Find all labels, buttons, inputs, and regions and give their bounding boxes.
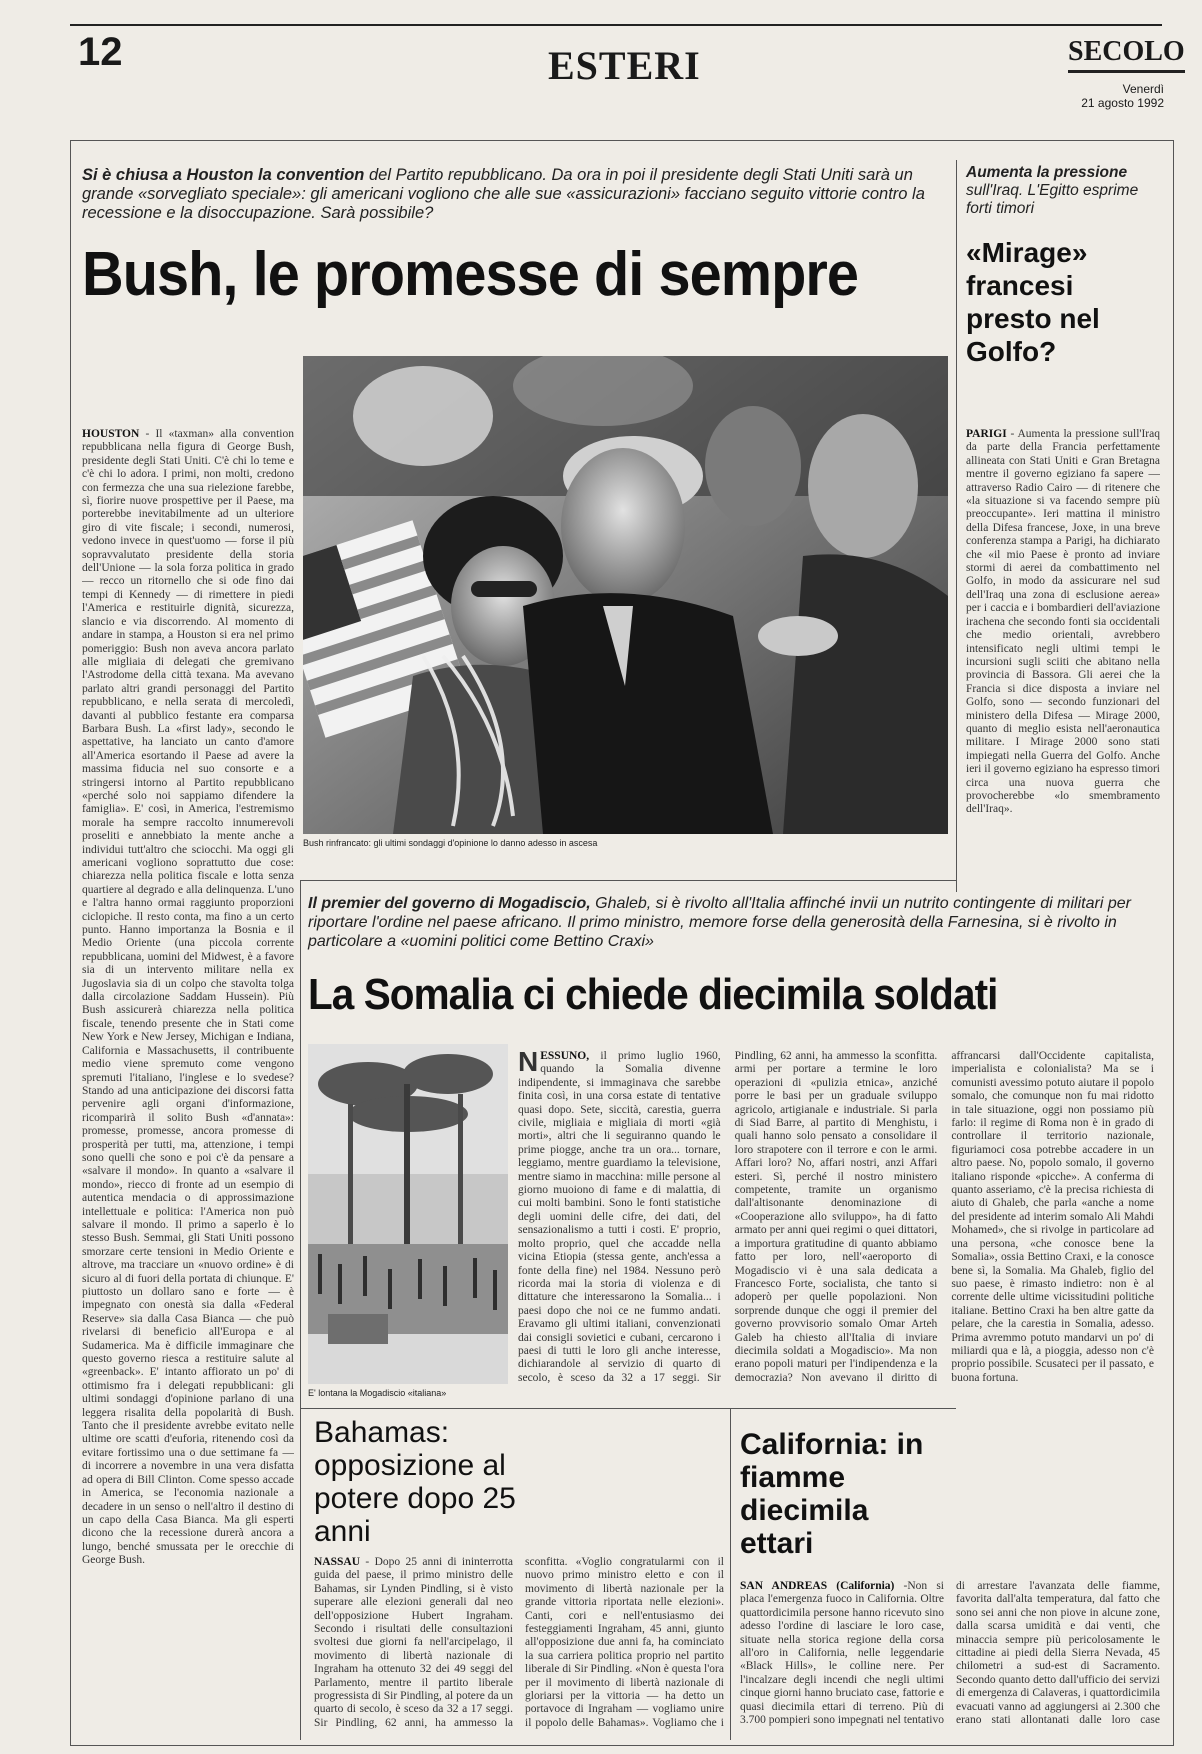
mirage-body-text: - Aumenta la pressione sull'Iraq da parte della Francia perfettamente allineata con Stati Uniti e Gran Bretagna mentre il governo egiziano fa sapere — attraverso Radio Cairo — di ritenere che «la situazione si va facendo sempre più preoccupante». Ieri mattina il ministro della Difesa francese, Joxe, in una breve conferenza stampa a Parigi, ha dichiarato che «il mio Paese è pronto ad inviare stormi di aerei da combattimento nel Golfo, in modo da assicurare nel sud dell'Iraq una zona di esclusione aerea» per i caccia e i bombardieri dell'aviazione irachena che secondo fonti sia occidentali che medio orientali, avrebbero intensificato negli ultimi tempi le incursioni sugli sciiti che abitano nella provincia di Bassora. Gli aerei che la Francia si dice disposta a inviare nel Golfo, sono — secondo funzionari del ministero della Difesa — Mirage 2000, quanto di meglio esista nell'aeronautica militare. I Mirage 2000 sono stati impiegati nella Guerra del Golfo. Anche ieri il governo egiziano ha espresso timori circa una nuova guerra che provocherebbe «lo smembramento dell'Iraq». (966, 428, 1160, 816)
issue-date (1060, 82, 1164, 110)
somalia-photo-caption: E' lontana la Mogadiscio «italiana» (308, 1388, 447, 1398)
somalia-photo (308, 1044, 508, 1384)
bahamas-article-body (314, 1556, 724, 1736)
somalia-article-body (518, 1050, 1154, 1396)
somalia-kicker-lead: Il premier del governo di Mogadiscio, (308, 895, 591, 912)
california-headline: California: in fiamme diecimila ettari (740, 1428, 924, 1560)
mirage-kicker (966, 164, 1156, 218)
page-number: 12 (78, 30, 123, 74)
mirage-article-body (966, 428, 1160, 826)
bush-kicker (82, 166, 942, 223)
somalia-headline: La Somalia ci chiede diecimila soldati (308, 970, 998, 1019)
mirage-kicker-rest: sull'Iraq. L'Egitto esprime forti timori (966, 182, 1139, 217)
bush-headline: Bush, le promesse di sempre (82, 240, 859, 309)
somalia-drop-cap: N (518, 1050, 539, 1077)
somalia-kicker-rest: Ghaleb, si è rivolto all'Italia affinché invii un nutrito contingente di militari per riportare l'ordine nel paese africano. Il primo ministro, memore forse della generosità della Farnesina, si è rivolto in particolare a «uomini politici come Bettino Craxi» (308, 895, 1131, 950)
somalia-lead-word: ESSUNO, (540, 1050, 590, 1062)
california-dateline: SAN ANDREAS (California) (740, 1580, 895, 1592)
mirage-kicker-lead: Aumenta la pressione (966, 164, 1128, 181)
masthead-rule (70, 24, 1162, 26)
bush-photo-image (303, 356, 948, 834)
issue-day: Venerdì (1122, 82, 1164, 96)
column-rule (730, 1408, 731, 1740)
somalia-photo-image (308, 1044, 508, 1384)
bush-body-text: - Il «taxman» alla convention repubblicana nella figura di George Bush, presidente degli Stati Uniti. C'è chi lo teme e c'è chi lo adora. I primi, non molti, credono con fermezza che una sua rielezione farebbe, sì, fiorire nuove prospettive per il Paese, ma porterebbe inevitabilmente ad un ulteriore giro di vite fiscale; i secondi, numerosi, vedono invece in quest'uomo — forse il più sopravvalutato presidente della storia dell'Unione — la sola forza politica in grado — recco un ritornello che si ode fino dai tempi di Kennedy — di rimettere in piedi l'America e restituirle dignità, sicurezza, slancio e via discorrendo. Al momento di andare in stampa, a Houston si era nel primo pomeriggio: Bush non aveva ancora parlato alle migliaia di delegati che gremivano l'Astrodome della città texana. Ma avevano parlato altri grandi personaggi del Partito repubblicano, e nella serata di mercoledì, davanti al pubblico festante era comparsa Barbara Bush. La «first lady», secondo le aspettative, ha lanciato un canto d'amore all'America esortando il Paese ad avere la massima fiducia nel suo consorte e a stringersi intorno al Partito repubblicano «perché solo noi sappiamo difendere la famiglia». E' così, in America, l'estremismo morale ha sempre raccolto innumerevoli proseliti e annebbiato la mente anche a individui tutt'altro che sciocchi. Ma oggi gli americani vogliono soprattutto due cose: chiarezza nella politica fiscale e lotta senza quartiere al degrado e alla delinquenza. L'uno e l'altra hanno ormai raggiunto proporzioni ciclopiche. Il resto conta, ma fino a un certo punto. Hanno importanza la Bosnia e il Medio Oriente (una piccola corrente repubblicana, uomini del Midwest, è a favore sia di un intervento militare nella ex Jugoslavia sia di un colpo che stavolta tolga dalla circolazione Saddam Hussein). Più Bush assicurerà chiarezza nella politica fiscale, tenendo presente che in Stati come New York e New Jersey, Michigan e Indiana, California e Massachusetts, il contribuente medio viene spremuto come vengono spremuti l'italiano, l'inglese e lo svedese? Stando ad una anticipazione dei discorsi fatta pervenire agli organi d'informazione, ricomparirà il solito Bush «d'annata»: promesse, promesse, ancora promesse di prosperità per tutti, ma, attenzione, i tempi sono quelli che sono e poi c'è da pensare a «salvare il mondo». In quanto a «salvare il mondo», riecco di fronte ad un esempio di autentica mendacia o di approssimazione intellettuale e politica: l'America non può salvare il mondo. Il primo a saperlo è lo stesso Bush. Semmai, gli Stati Uniti possono smorzare certe tensioni in Medio Oriente e altrove, ma tracciare un «nuovo ordine» è di sicuro al di fuori della portata di chiunque. E' piuttosto un dollaro sano e forte — è impegnato con onestà sia dalla «Federal Reserve» sia dalla Casa Bianca — che può rivelarsi di beneficio all'Europa e al Sudamerica. Ma è difficile immaginare che questo governo riesca a restituire salute al «greenback». E' intanto affiorato un po' di ottimismo fra i delegati repubblicani: gli ultimi sondaggi d'opinione parlano di una leggera risalita della popolarità di Bush. Tanto che il presidente avrebbe evitato nelle ultime ore scatti d'euforia, ritenendo così da evitare fortissimo una o due settimane fa — di incorrere a novembre in una vera disfatta ad opera di Bill Clinton. Come spesso accade in America, se l'economia nazionale a decadere in un senso o nell'altro il destino di un capo della Casa Bianca. Ma gli esperti dicono che la recessione durerà ancora a lungo, benché smussata per le orecchie di George Bush. (82, 428, 294, 1567)
bush-photo-caption: Bush rinfrancato: gli ultimi sondaggi d'opinione lo danno adesso in ascesa (303, 838, 598, 848)
somalia-kicker (308, 894, 1158, 951)
column-rule (956, 160, 957, 892)
mirage-dateline: PARIGI (966, 428, 1007, 440)
mirage-headline: «Mirage» francesi presto nel Golfo? (966, 237, 1100, 367)
somalia-body-text: il primo luglio 1960, quando la Somalia divenne indipendente, si immaginava che sarebbe finita così, in una corsa estate di tentative quasi dopo. Sete, siccità, carestia, guerra civile, migliaia e migliaia di morti «già morti», altri che li seguiranno quando le prime piogge, anche tra un ora... tornare, leggiamo, mentre guardiamo la televisione, mentre siamo in macchina: mille persone al giorno muoiono di fame e di malattia, di cui molti bambini. Sono le fonti statistiche degli uomini delle cifre, dei dati, del sensazionalismo a tutti i costi. E' proprio, molto proprio, quel che accadde nella vicina Etiopia (stessa gente, anch'essa a fonte della fine) nel 1984. Nessuno però ricorda mai la storia di violenza e di dittature che interessarono la Somalia... i paesi dopo che noi ce ne fummo andati. Eravamo gli ultimi italiani, convenzionati dai consigli sovietici e cubani, cercarono i paesi di tutti le loro gli anche interesse, dichiarandole al servizio di quarto di secolo, è sceso da 32 a 17 seggi. Sir Pindling, 62 anni, ha ammesso la sconfitta. armi per portare a termine le loro operazioni di «pulizia etnica», anziché porre le basi per un graduale sviluppo agricolo, artigianale e industriale. Si parla di Siad Barre, al partito di Menghistu, i quali hanno solo pensato a consolidare il loro strapotere con il terrore e con le armi. Affari loro? No, affari nostri, anzi Affari esteri. Sì, perché il nostro ministero competente, tramite un organismo dall'altisonante denominazione di «Cooperazione allo sviluppo», ha di fatto armato per anni quei regimi o quei dittatori, a importura gratitudine di quanto abbiamo fatto per loro, nell'«aeroporto di Mogadiscio vi è una sala dedicata a Francesco Forte, socialista, che tanto si adoperò per quelle popolazioni. Non sorprende dunque che oggi il premier del governo provvisorio somalo Omar Arteh Galeb ha chiesto all'Italia di inviare diecimila soldati a Mogadiscio». Ma non erano popoli maturi per l'indipendenza e la democrazia? Non avevano il diritto di affrancarsi dall'Occidente capitalista, imperialista e colonialista? Ma se i comunisti avessimo potuto aiutare il popolo somalo, che comunque non fu mai ridotto in tale situazione, oggi non possiamo più farlo: il regime di Roma non è in grado di controllare il territorio nazionale, figuriamoci cosa potrebbe accadere in un altro paese. No, popolo somalo, il governo italiano risponde «picche». A conferma di quanto asseriamo, c'è la precisa richiesta di aiuto di Ghaleb, che parla «anche a nome del presidente ad interim somalo Ali Mahdi Mohamed», che si rivolge in particolare ad una persona, «che conosce bene la Somalia», ossia Bettino Craxi, e la conosce bene sì, la Somalia. Ma Ghaleb, figlio del suo paese, è rimasto indietro: non è al corrente delle ultime vicissitudini politiche italiane. Bettino Craxi ha ben altre gatte da pelare, che la carestia in Somalia, adesso. Prima avremmo potuto mandarvi un po' di miliardi qua e là, a pioggia, adesso non c'è proprio possibile. Scusateci per il passato, e buona fortuna. (518, 1050, 1154, 1384)
section-rule (300, 880, 956, 881)
bush-photo (303, 356, 948, 834)
bush-kicker-lead: Si è chiusa a Houston la convention (82, 166, 365, 184)
california-article-body (740, 1580, 1160, 1736)
bush-article-body (82, 428, 294, 1732)
bush-kicker-rest: del Partito repubblicano. Da ora in poi il presidente degli Stati Uniti sarà un grande «sorvegliato speciale»: gli americani vogliono che alle sue «assicurazioni» facciano seguito vittorie contro la recessione e la disoccupazione. Sarà possibile? (82, 166, 925, 222)
section-rule (300, 1408, 956, 1409)
issue-full-date: 21 agosto 1992 (1081, 96, 1164, 110)
section-title: ESTERI (548, 43, 701, 88)
bahamas-dateline: NASSAU (314, 1556, 361, 1568)
california-body-text: -Non si placa l'emergenza fuoco in California. Oltre quattordicimila persone hanno ricevuto sino adesso l'ordine di lasciare le loro case, situate nella storica regione della corsa all'oro in California, nelle leggendarie «Black Hills», le colline nere. Per l'incalzare degli incendi che negli ultimi cinque giorni hanno bruciato case, fattorie e quasi diecimila ettari di terreno. Più di 3.700 pompieri sono impegnati nel tentativo di arrestare l'avanzata delle fiamme, favorita dall'alta temperatura, dal fatto che sono sei anni che non piove in alcune zone, dalla scarsa umidità e dai venti, che minaccia sempre più pericolosamente le cittadine ai piedi della Sierra Nevada, 45 chilometri a sud-est di Sacramento. Secondo quanto detto dall'ufficio dei servizi di emergenza di Calaveras, i quattordicimila evacuati vanno ad aggiungersi ai 2.300 che erano stati allontanati dalle loro case (740, 1580, 1160, 1727)
newspaper-logo: SECOLO (1068, 36, 1185, 73)
column-rule (300, 880, 301, 1740)
bahamas-body-text: - Dopo 25 anni di ininterrotta guida del paese, il primo ministro delle Bahamas, sir Lynden Pindling, si è visto superare alle elezioni generali dal neo dell'opposizione Hubert Ingraham. Secondo i risultati delle consultazioni svoltesi due giorni fa nell'arcipelago, il movimento di libertà nazionale di Ingraham ha ottenuto 32 dei 49 seggi del Parlamento, mentre il partito liberale progressista di Sir Pindling, al potere da un quarto di secolo, è sceso da 32 a 17 seggi. Sir Pindling, 62 anni, ha ammesso la sconfitta. «Voglio congratularmi con il nuovo primo ministro eletto e con il movimento di libertà nazionale per la grande vittoria riportata nelle elezioni». Canti, cori e nell'entusiasmo dei festeggiamenti Ingraham, 45 anni, giunto all'opposizione due anni fa, ha cominciato la sua carriera politica proprio nel partito liberale di Sir Pindling. «Non è questa l'ora per il movimento di libertà nazionale di gloriarsi per la vittoria — ha detto un portavoce di Ingraham — vogliamo unire il popolo delle Bahamas». Vogliamo che i (314, 1556, 724, 1729)
bush-dateline: HOUSTON (82, 428, 140, 440)
bahamas-headline: Bahamas: opposizione al potere dopo 25 anni (314, 1416, 516, 1548)
